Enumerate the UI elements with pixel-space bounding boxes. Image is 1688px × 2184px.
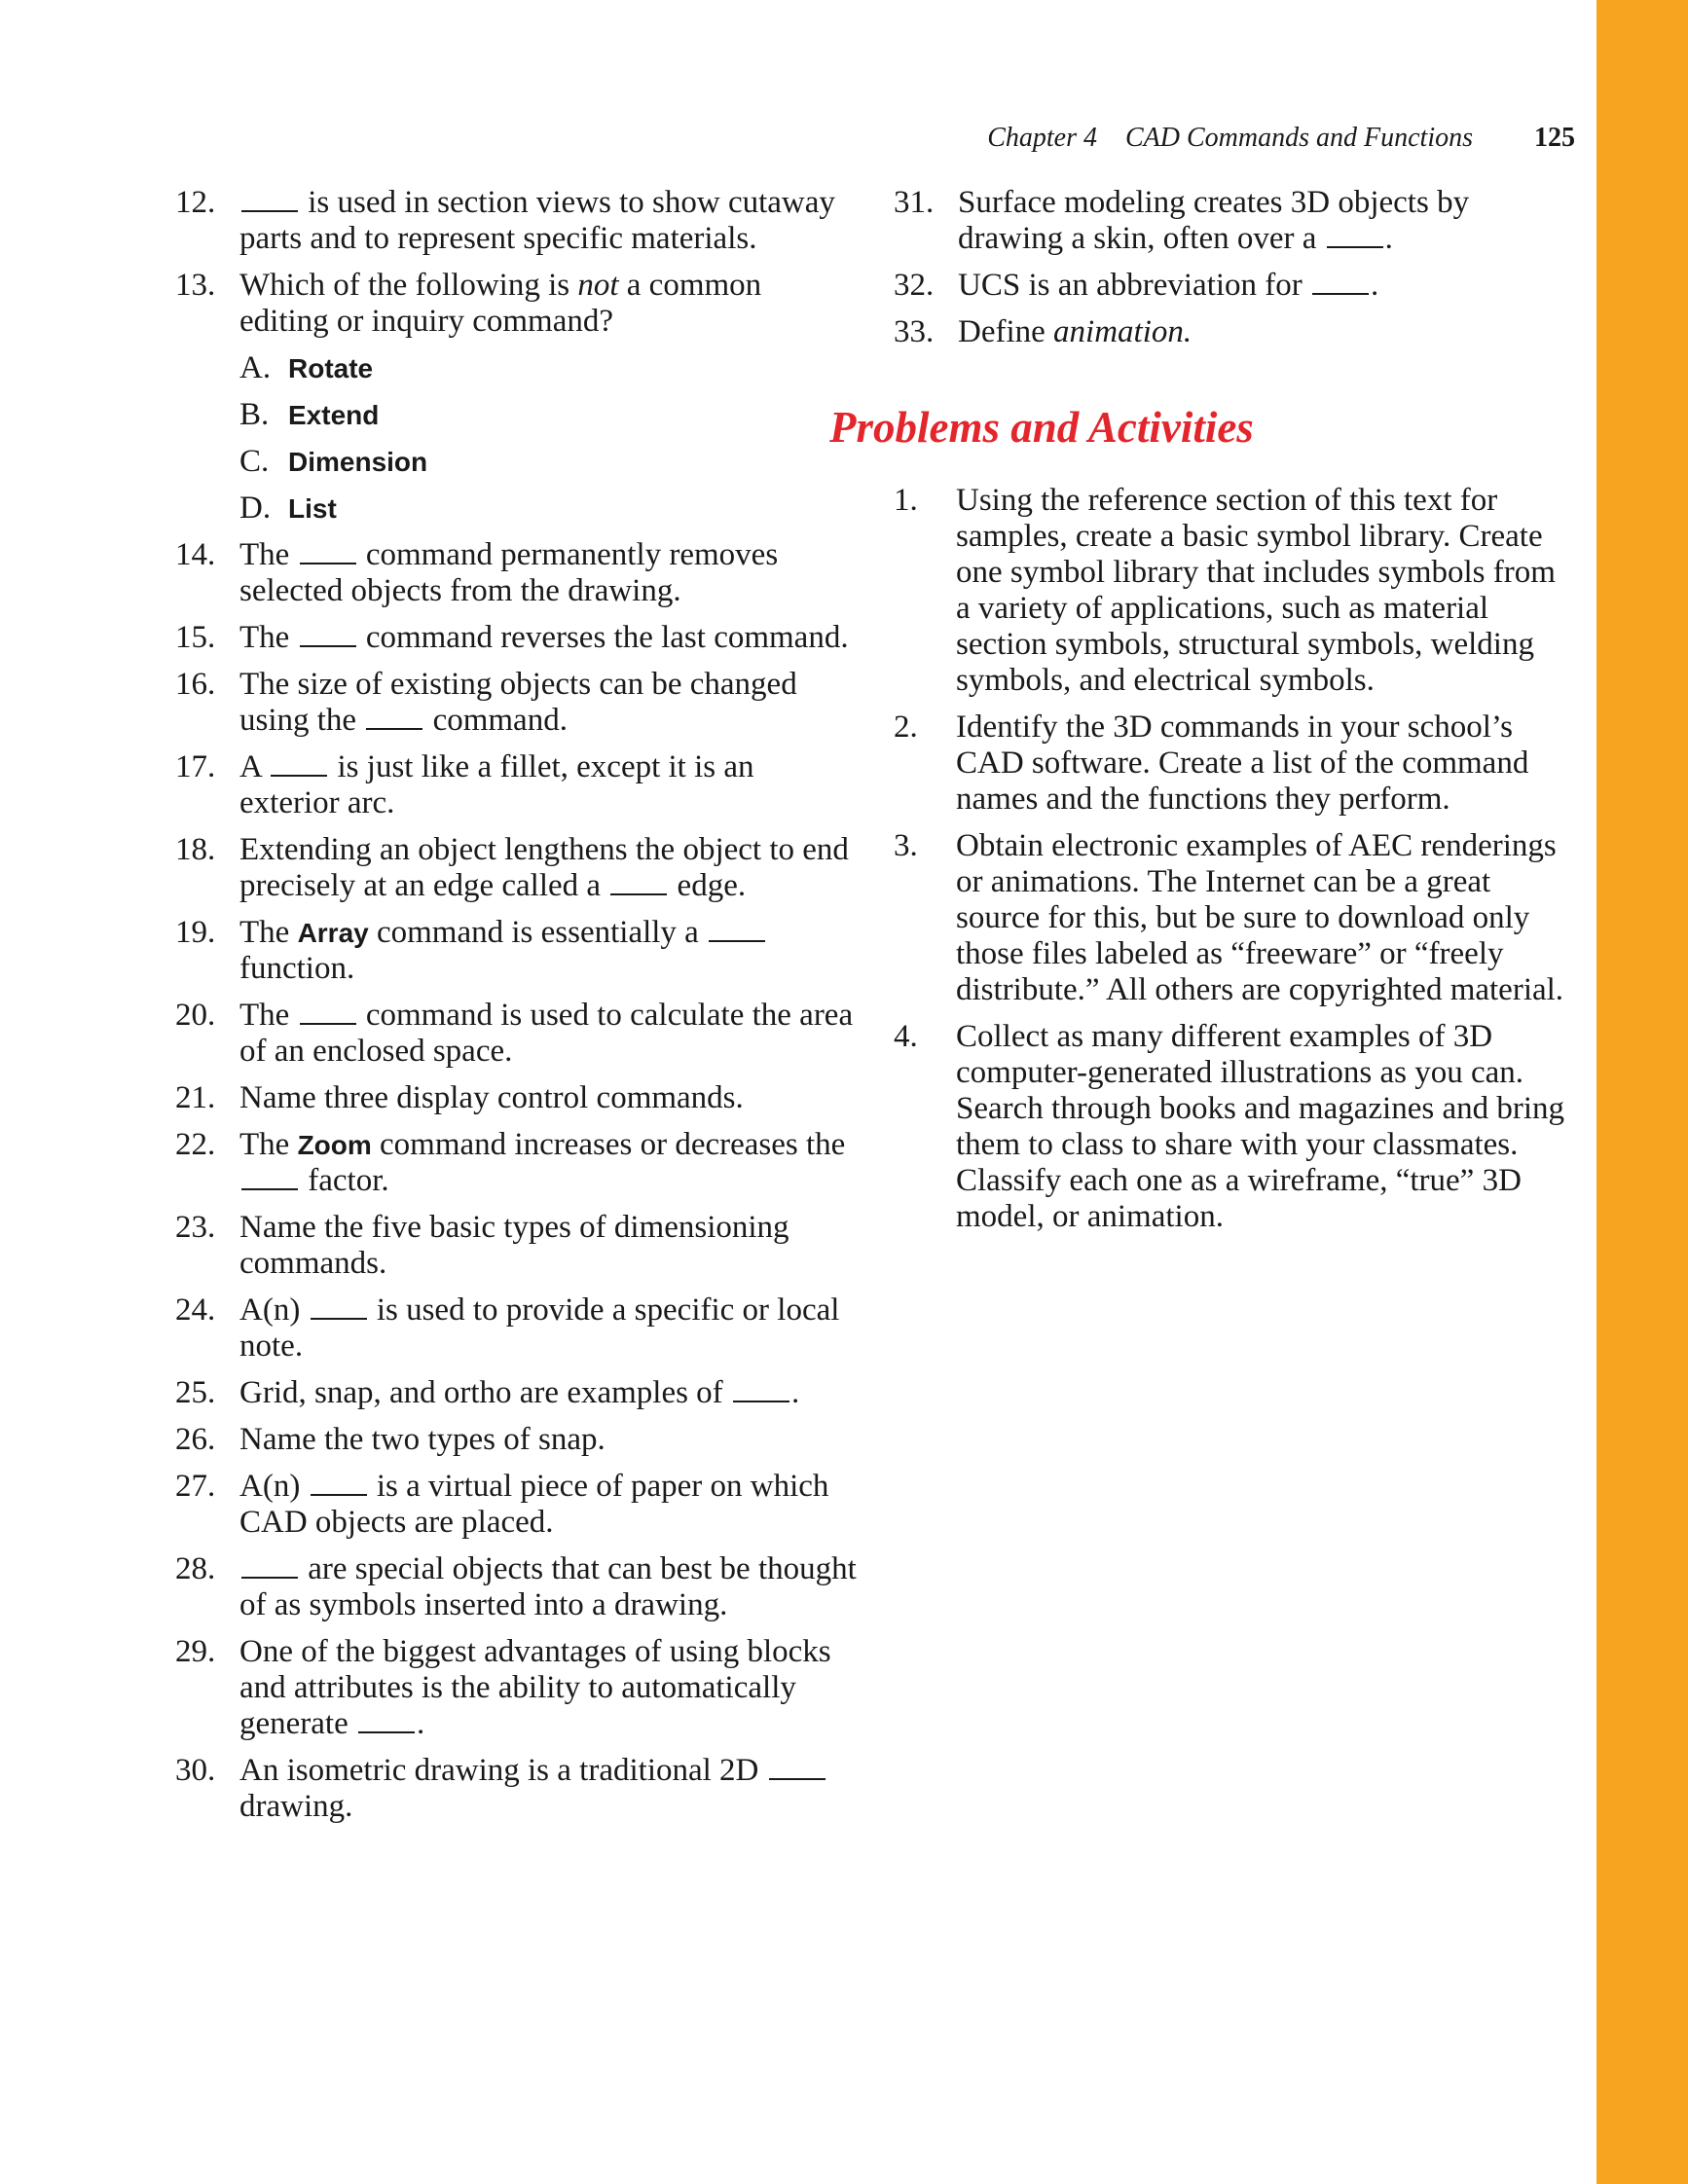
review-question [175,268,857,340]
option-letter: A. [239,350,272,385]
answer-blank [311,1469,367,1496]
answer-blank [610,868,667,895]
left-column [175,185,857,1836]
right-review-questions [894,185,1575,350]
answer-option [239,397,857,433]
item-text: A(n) is a virtual piece of paper on which CAD objects are placed. [239,1469,829,1540]
item-text: Using the reference section of this text for samples, create a basic symbol library. Create one symbol library that includes symbols from a variety of applications, such as material section symbols, structural symbols, welding symbols, and electrical symbols. [956,483,1556,698]
running-header [876,121,1575,156]
option-command: List [288,493,337,524]
review-question [175,832,857,904]
review-question [175,620,857,656]
item-number: 23. [175,1210,216,1245]
item-number: 1. [894,483,918,518]
review-question [175,1210,857,1282]
review-question [175,1634,857,1742]
item-text: UCS is an abbreviation for . [958,268,1379,303]
problem-item [894,828,1575,1008]
item-number: 22. [175,1127,216,1162]
answer-blank [241,185,298,212]
review-question [894,314,1575,350]
answer-blank [1327,221,1383,248]
answer-blank [366,703,422,730]
item-text: Identify the 3D commands in your school’s CAD software. Create a list of the command names and the functions they perform. [956,710,1529,817]
review-question [175,1375,857,1411]
review-question [175,998,857,1070]
review-question [175,1127,857,1199]
answer-blank [1312,268,1369,295]
item-number: 19. [175,915,216,950]
item-text: Name three display control commands. [239,1080,744,1115]
item-number: 21. [175,1080,216,1115]
command-name: Array [297,918,369,948]
item-text: Name the two types of snap. [239,1422,605,1457]
page-number: 125 [1534,123,1575,153]
answer-blank [241,1551,298,1579]
review-question [175,1551,857,1623]
review-question [894,185,1575,257]
item-text: Extending an object lengthens the object to end precisely at an edge called a edge. [239,832,849,903]
answer-blank [241,1163,298,1190]
option-command: Rotate [288,353,374,383]
answer-blank [300,998,356,1025]
answer-blank [709,915,765,942]
review-question [175,749,857,821]
option-letter: B. [239,397,270,432]
section-heading-problems: Problems and Activities [829,403,1254,452]
italic-term: not [577,268,619,303]
item-text: The command is used to calculate the area of an enclosed space. [239,998,854,1069]
answer-options [239,350,857,527]
item-number: 16. [175,667,216,702]
item-number: 3. [894,828,918,863]
item-text: The command permanently removes selected objects from the drawing. [239,537,779,608]
item-text: Define animation. [958,314,1193,349]
item-number: 33. [894,314,935,349]
item-text: are special objects that can best be thought of as symbols inserted into a drawing. [239,1551,857,1622]
item-number: 28. [175,1551,216,1586]
option-letter: D. [239,491,272,526]
item-text: The size of existing objects can be changed using the command. [239,667,797,738]
answer-blank [271,749,327,777]
chapter-side-tab [1596,0,1688,2184]
problem-item [894,710,1575,818]
item-number: 29. [175,1634,216,1669]
item-number: 30. [175,1753,216,1788]
item-number: 25. [175,1375,216,1410]
header-chapter: Chapter 4 [987,123,1097,153]
item-text: The Zoom command increases or decreases the factor. [239,1127,846,1198]
review-question [175,185,857,257]
review-question [175,1469,857,1541]
problems-list [894,483,1575,1235]
problem-item [894,483,1575,699]
item-text: An isometric drawing is a traditional 2D drawing. [239,1753,857,1825]
item-text: Obtain electronic examples of AEC renderings or animations. The Internet can be a great source for this, but be sure to download only those files labeled as “freeware” or “freely distribute.” All others are copyrighted material. [956,828,1564,1007]
review-question [175,667,857,739]
item-text: One of the biggest advantages of using blocks and attributes is the ability to automatically generate . [239,1634,831,1741]
item-text: Name the five basic types of dimensioning commands. [239,1210,789,1281]
answer-blank [311,1292,367,1320]
option-command: Dimension [288,447,428,477]
review-question [894,268,1575,304]
review-question [175,1080,857,1116]
answer-option [239,491,857,527]
item-text: Collect as many different examples of 3D computer-generated illustrations as you can. Search through books and magazines and bring them to class to share with your classmates. Classify each one as a wireframe, “true” 3D model, or animation. [956,1019,1565,1234]
item-number: 2. [894,710,918,745]
item-number: 15. [175,620,216,655]
item-number: 32. [894,268,935,303]
option-letter: C. [239,444,270,479]
review-question [175,915,857,987]
item-number: 17. [175,749,216,784]
item-text: Surface modeling creates 3D objects by drawing a skin, often over a . [958,185,1470,256]
item-number: 24. [175,1292,216,1328]
italic-term: animation. [1053,314,1193,349]
answer-blank [300,620,356,647]
item-number: 13. [175,268,216,303]
item-number: 26. [175,1422,216,1457]
item-number: 4. [894,1019,918,1054]
answer-blank [733,1375,789,1402]
item-text: The Array command is essentially a function. [239,915,857,987]
item-text: is used in section views to show cutaway parts and to represent specific materials. [239,185,835,256]
item-text: A(n) is used to provide a specific or local note. [239,1292,840,1364]
item-number: 27. [175,1469,216,1504]
review-question [175,537,857,609]
answer-blank [358,1706,415,1733]
review-question [175,1422,857,1458]
item-number: 12. [175,185,216,220]
problem-item [894,1019,1575,1235]
item-text: Grid, snap, and ortho are examples of . [239,1375,800,1410]
review-question [175,1292,857,1365]
answer-option [239,444,857,480]
option-command: Extend [288,400,380,430]
review-question [175,1753,857,1825]
item-text: A is just like a fillet, except it is an exterior arc. [239,749,754,820]
item-number: 14. [175,537,216,572]
answer-blank [300,537,356,564]
item-text: Which of the following is not a common editing or inquiry command? [239,268,762,339]
item-text: The command reverses the last command. [239,620,849,655]
answer-option [239,350,857,386]
item-number: 18. [175,832,216,867]
item-number: 31. [894,185,935,220]
answer-blank [769,1753,826,1780]
item-number: 20. [175,998,216,1033]
right-column [829,185,1575,1246]
header-chapter-title: CAD Commands and Functions [1125,123,1473,153]
command-name: Zoom [297,1130,372,1160]
